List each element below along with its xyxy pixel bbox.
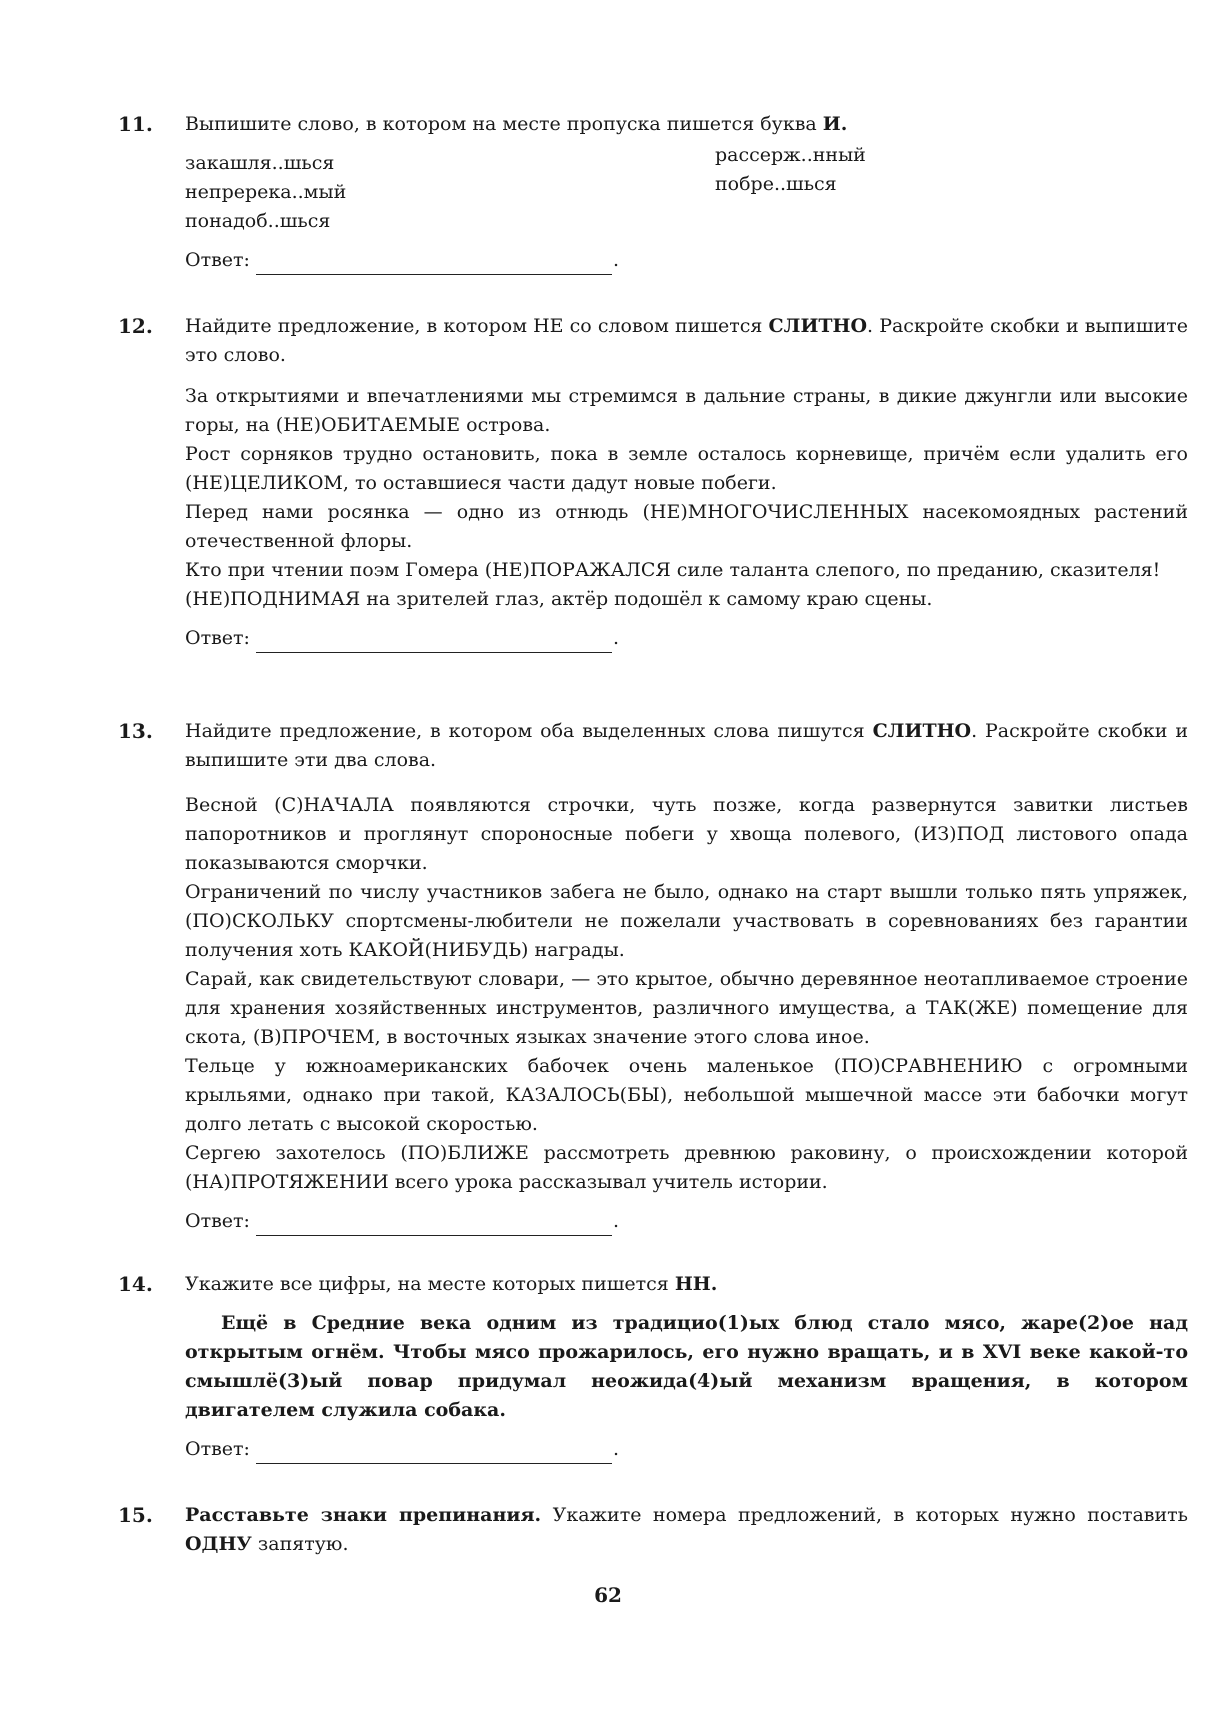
sentence: Ограничений по числу участников забега не было, однако на старт вышли только пять упряжек, (ПО)СКОЛЬКУ спортсмены-любители не пожелали участвовать в соревнованиях без гарантии получения хоть КАКОЙ(НИБУДЬ) награды.	[185, 881, 1188, 961]
word-options	[185, 144, 1188, 236]
answer-label: Ответ:	[185, 627, 250, 649]
word-option: непререка..мый	[185, 181, 347, 203]
answer-field[interactable]	[256, 252, 612, 275]
task-text: Ещё в Средние века одним из традицио(1)ых блюд стало мясо, жаре(2)ое над открытым огнём. Чтобы мясо прожарилось, его нужно вращать, и в XVI веке какой-то смышлё(3)ый повар придумал неожида(4)ый механизм вращения, в котором двигателем служила собака.	[185, 1312, 1188, 1421]
answer-row: Ответ: .	[185, 1207, 1188, 1236]
task-14	[118, 1270, 1188, 1464]
task-12	[118, 312, 1188, 653]
answer-row: Ответ: .	[185, 1435, 1188, 1464]
answer-label: Ответ:	[185, 1438, 250, 1460]
word-option: понадоб..шься	[185, 210, 331, 232]
sentence: Кто при чтении поэм Гомера (НЕ)ПОРАЖАЛСЯ силе таланта слепого, по преданию, сказителя!	[185, 559, 1161, 581]
task-number: 12.	[118, 314, 153, 338]
answer-row: Ответ: .	[185, 246, 1188, 275]
task-number: 13.	[118, 719, 153, 743]
task-number: 14.	[118, 1272, 153, 1296]
answer-label: Ответ:	[185, 249, 250, 271]
answer-row: Ответ: .	[185, 624, 1188, 653]
word-option: побре..шься	[715, 173, 837, 195]
task-15	[118, 1501, 1188, 1559]
sentence: Перед нами росянка — одно из отнюдь (НЕ)МНОГОЧИСЛЕННЫХ насекомоядных растений отечественной флоры.	[185, 501, 1188, 552]
task-number: 11.	[118, 112, 153, 136]
task-13	[118, 717, 1188, 1236]
task-prompt: Найдите предложение, в котором оба выделенных слова пишутся СЛИТНО. Раскройте скобки и выпишите эти два слова.	[185, 720, 1188, 771]
sentence: За открытиями и впечатлениями мы стремимся в дальние страны, в дикие джунгли или высокие горы, на (НЕ)ОБИТАЕМЫЕ острова.	[185, 385, 1188, 436]
sentence: Весной (С)НАЧАЛА появляются строчки, чуть позже, когда развернутся завитки листьев папоротников и проглянут спороносные побеги у хвоща полевого, (ИЗ)ПОД листового опада показываются сморчки.	[185, 794, 1188, 874]
answer-field[interactable]	[256, 630, 612, 653]
sentence: Тельце у южноамериканских бабочек очень маленькое (ПО)СРАВНЕНИЮ с огромными крыльями, однако при такой, КАЗАЛОСЬ(БЫ), небольшой мышечной массе эти бабочки могут долго летать с высокой скоростью.	[185, 1055, 1188, 1135]
sentence: Сарай, как свидетельствуют словари, — это крытое, обычно деревянное неотапливаемое строение для хранения хозяйственных инструментов, различного имущества, а ТАК(ЖЕ) помещение для скота, (В)ПРОЧЕМ, в восточных языках значение этого слова иное.	[185, 968, 1188, 1048]
answer-field[interactable]	[256, 1213, 612, 1236]
task-prompt: Расставьте знаки препинания. Укажите номера предложений, в которых нужно поставить ОДНУ запятую.	[185, 1504, 1189, 1555]
answer-field[interactable]	[256, 1441, 612, 1464]
sentence: Рост сорняков трудно остановить, пока в земле осталось корневище, причём если удалить его (НЕ)ЦЕЛИКОМ, то оставшиеся части дадут новые побеги.	[185, 443, 1188, 494]
sentence: Сергею захотелось (ПО)БЛИЖЕ рассмотреть древнюю раковину, о происхождении которой (НА)ПРОТЯЖЕНИИ всего урока рассказывал учитель истории.	[185, 1142, 1188, 1193]
word-option: закашля..шься	[185, 152, 335, 174]
task-11	[118, 110, 1188, 275]
task-prompt: Укажите все цифры, на месте которых пишется НН.	[185, 1273, 718, 1295]
sentence: (НЕ)ПОДНИМАЯ на зрителей глаз, актёр подошёл к самому краю сцены.	[185, 588, 933, 610]
task-prompt: Выпишите слово, в котором на месте пропуска пишется буква И.	[185, 113, 848, 135]
task-number: 15.	[118, 1503, 153, 1527]
word-option: рассерж..нный	[715, 144, 866, 166]
task-prompt: Найдите предложение, в котором НЕ со словом пишется СЛИТНО. Раскройте скобки и выпишите это слово.	[185, 315, 1189, 366]
answer-label: Ответ:	[185, 1210, 250, 1232]
page-number: 62	[594, 1583, 622, 1607]
